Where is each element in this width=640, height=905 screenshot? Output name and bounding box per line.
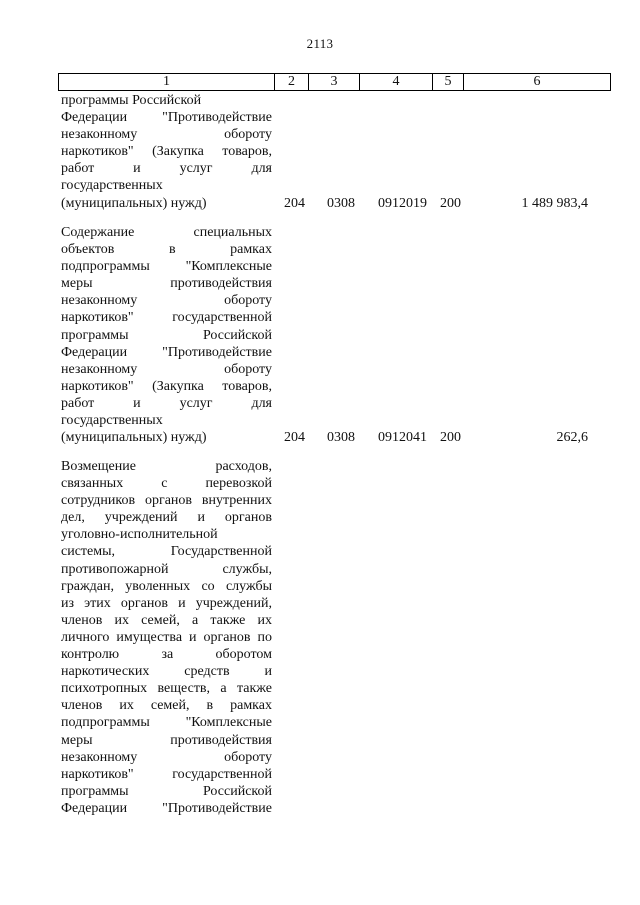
row-description (61, 92, 272, 212)
description-line: подпрограммы "Комплексные (61, 259, 272, 275)
description-line: дел, учреждений и органов (61, 510, 272, 526)
description-line: личного имущества и органов по (61, 629, 272, 645)
ministry-code: 204 (284, 195, 305, 211)
description-line: из этих органов и учреждений, (61, 595, 272, 611)
description-line: работ и услуг для (61, 161, 272, 177)
page-number: 2113 (306, 36, 334, 51)
description-line: членов их семей, а также их (61, 612, 272, 628)
description-line: (муниципальных) нужд) (61, 430, 207, 446)
description-line: работ и услуг для (61, 395, 272, 411)
description-line: сотрудников органов внутренних (61, 493, 272, 509)
description-line: психотропных веществ, а также (61, 681, 272, 697)
description-line: программы Российской (61, 327, 272, 343)
description-line: незаконному обороту (61, 361, 272, 377)
row-description (61, 224, 272, 446)
column-header-4: 4 (360, 74, 433, 91)
description-line: наркотиков" государственной (61, 310, 272, 326)
description-line: подпрограммы "Комплексные (61, 715, 272, 731)
description-line: Федерации "Противодействие (61, 110, 272, 126)
target-article-code: 0912041 (378, 430, 427, 446)
description-line: программы Российской (61, 783, 272, 799)
column-header-3: 3 (309, 74, 360, 91)
description-line: незаконному обороту (61, 127, 272, 143)
description-line: незаконному обороту (61, 749, 272, 765)
column-header-6: 6 (464, 74, 611, 91)
description-line: Возмещение расходов, (61, 459, 272, 474)
column-header-1: 1 (59, 74, 275, 91)
description-line: объектов в рамках (61, 242, 272, 258)
description-line: системы, Государственной (61, 544, 272, 560)
amount: 1 489 983,4 (521, 195, 588, 211)
description-line: Федерации "Противодействие (61, 800, 272, 816)
column-header-table (58, 73, 611, 91)
row-description (61, 458, 272, 817)
description-line: незаконному обороту (61, 293, 272, 309)
description-line: государственных (61, 413, 163, 429)
description-line: наркотиков" (Закупка товаров, (61, 378, 272, 394)
column-header-5: 5 (433, 74, 464, 91)
description-line: граждан, уволенных со службы (61, 578, 272, 594)
target-article-code: 0912019 (378, 195, 427, 211)
description-line: Содержание специальных (61, 225, 272, 240)
description-line: наркотических средств и (61, 664, 272, 680)
description-line: Федерации "Противодействие (61, 344, 272, 360)
description-line: меры противодействия (61, 276, 272, 292)
description-line: членов их семей, в рамках (61, 698, 272, 714)
ministry-code: 204 (284, 430, 305, 446)
description-line: (муниципальных) нужд) (61, 195, 207, 211)
section-code: 0308 (327, 195, 355, 211)
column-header-2: 2 (275, 74, 309, 91)
description-line: программы Российской (61, 93, 202, 108)
description-line: контролю за оборотом (61, 647, 272, 663)
expense-type-code: 200 (440, 430, 461, 446)
description-line: наркотиков" (Закупка товаров, (61, 144, 272, 160)
description-line: уголовно-исполнительной (61, 527, 218, 543)
amount: 262,6 (556, 430, 588, 446)
description-line: меры противодействия (61, 732, 272, 748)
description-line: государственных (61, 178, 163, 194)
description-line: связанных с перевозкой (61, 476, 272, 492)
description-line: противопожарной службы, (61, 561, 272, 577)
section-code: 0308 (327, 430, 355, 446)
expense-type-code: 200 (440, 195, 461, 211)
column-header-row (59, 74, 611, 91)
description-line: наркотиков" государственной (61, 766, 272, 782)
